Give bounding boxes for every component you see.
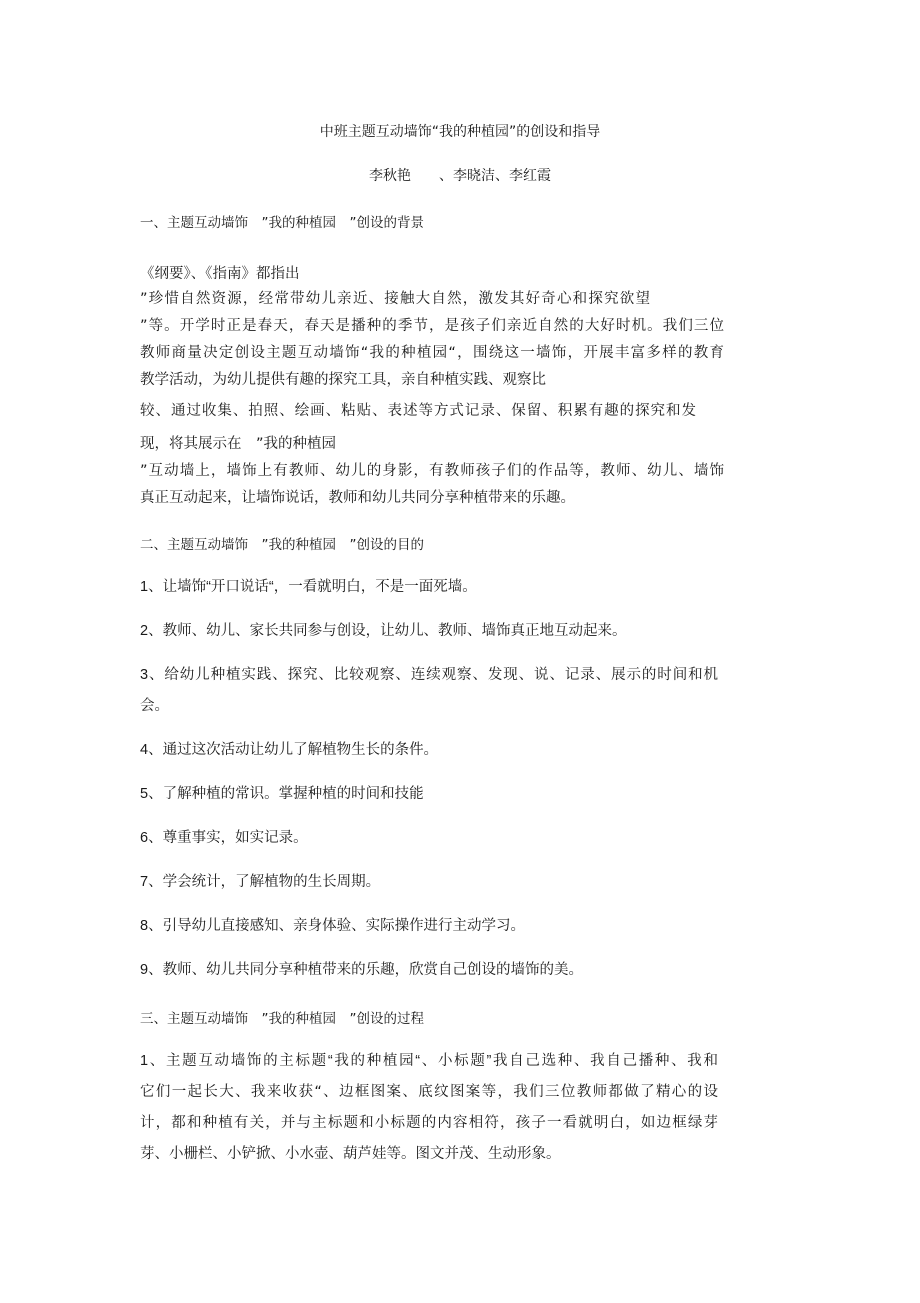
paragraph-line: 现，将其展示在 ”我的种植园 (140, 436, 337, 452)
author-line: 李秋艳 、李晓洁、李红霞 (369, 168, 551, 184)
list-item: 2、教师、幼儿、家长共同参与创设，让幼儿、教师、墙饰真正地互动起来。 (140, 623, 627, 639)
section-heading-goals: 二、主题互动墙饰 ”我的种植园 ”创设的目的 (140, 537, 424, 553)
paragraph-line: 它们一起长大、我来收获“、边框图案、底纹图案等，我们三位教师都做了精心的设 (140, 1084, 718, 1100)
document-title: 中班主题互动墙饰“我的种植园”的创设和指导 (319, 124, 601, 140)
paragraph-line: ”等。开学时正是春天，春天是播种的季节，是孩子们亲近自然的大好时机。我们三位 (140, 318, 724, 334)
list-item: 4、通过这次活动让幼儿了解植物生长的条件。 (140, 742, 439, 758)
list-item: 9、教师、幼儿共同分享种植带来的乐趣，欣赏自己创设的墙饰的美。 (140, 962, 584, 978)
list-item: 8、引导幼儿直接感知、亲身体验、实际操作进行主动学习。 (140, 918, 526, 934)
list-item: 1、让墙饰“开口说话“，一看就明白，不是一面死墙。 (140, 579, 477, 595)
paragraph-line: 计，都和种植有关，并与主标题和小标题的内容相符，孩子一看就明白，如边框绿芽 (140, 1115, 718, 1131)
paragraph-line: 1、主题互动墙饰的主标题“我的种植园“、小标题”我自己选种、我自己播种、我和 (140, 1053, 718, 1069)
section-heading-process: 三、主题互动墙饰 ”我的种植园 ”创设的过程 (140, 1011, 424, 1027)
paragraph-line: ”珍惜自然资源，经常带幼儿亲近、接触大自然，激发其好奇心和探究欲望 (140, 291, 650, 307)
paragraph-line: ”互动墙上，墙饰上有教师、幼儿的身影，有教师孩子们的作品等，教师、幼儿、墙饰 (140, 463, 724, 479)
paragraph-line: 真正互动起来，让墙饰说话，教师和幼儿共同分享种植带来的乐趣。 (140, 490, 575, 506)
list-item: 7、学会统计，了解植物的生长周期。 (140, 874, 381, 890)
list-item-continuation: 会。 (140, 698, 169, 714)
paragraph-line: 教师商量决定创设主题互动墙饰“我的种植园“，围绕这一墙饰，开展丰富多样的教育 (140, 345, 724, 361)
list-item: 5、了解种植的常识。掌握种植的时间和技能 (140, 786, 424, 802)
paragraph-line: 较、通过收集、拍照、绘画、粘贴、表述等方式记录、保留、积累有趣的探究和发 (140, 403, 696, 419)
list-item: 6、尊重事实，如实记录。 (140, 830, 308, 846)
paragraph-line: 《纲要》、《指南》都指出 (140, 266, 300, 282)
list-item: 3、给幼儿种植实践、探究、比较观察、连续观察、发现、说、记录、展示的时间和机 (140, 667, 718, 683)
paragraph-line: 教学活动，为幼儿提供有趣的探究工具，亲自种植实践、观察比 (140, 372, 546, 388)
section-heading-background: 一、主题互动墙饰 ”我的种植园 ”创设的背景 (140, 215, 424, 231)
paragraph-line: 芽、小栅栏、小铲掀、小水壶、葫芦娃等。图文并茂、生动形象。 (140, 1146, 561, 1162)
